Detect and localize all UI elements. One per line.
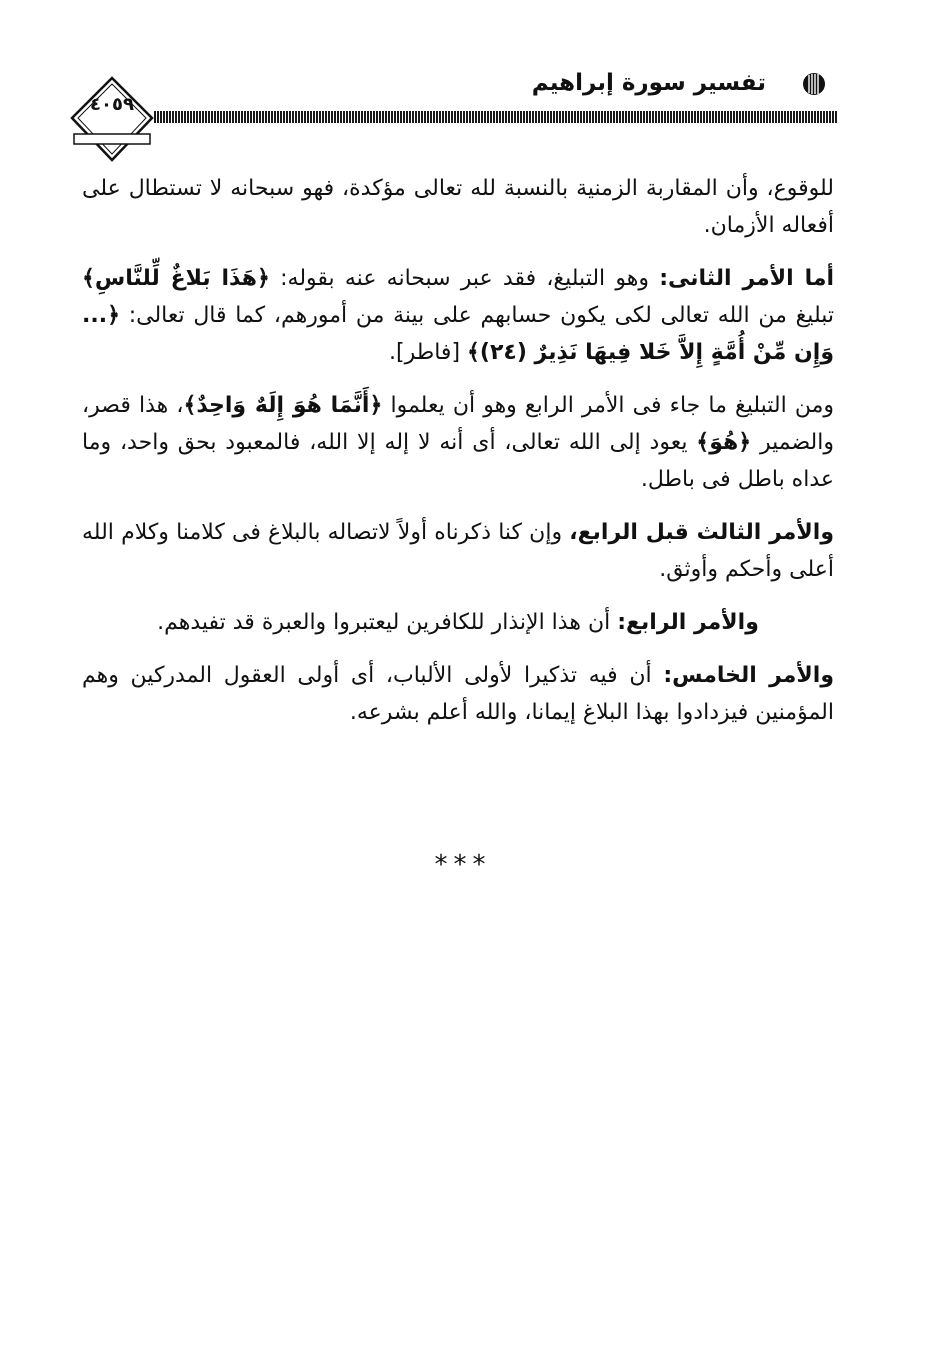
paragraph-6 xyxy=(82,657,834,731)
paragraph-heading: والأمر الثالث قبل الرابع، xyxy=(569,520,835,545)
page-number-badge xyxy=(70,76,154,164)
paragraph-4 xyxy=(82,514,834,588)
paragraph-2 xyxy=(82,260,834,371)
paragraph-1 xyxy=(82,170,834,244)
paragraph-text: وهو التبليغ، فقد عبر سبحانه عنه بقوله: xyxy=(269,266,660,291)
page-header xyxy=(70,60,838,160)
paragraph-text: أن هذا الإنذار للكافرين ليعتبروا والعبرة قد تفيدهم. xyxy=(157,610,618,635)
paragraph-text: ، هذا قصر، والضمير xyxy=(82,393,834,455)
page-number: ٤٠٥٩ xyxy=(90,94,134,115)
paragraph-text: أن فيه تذكيرا لأولى الألباب، أى أولى العقول المدركين وهم المؤمنين فيزدادوا بهذا البلاغ إيمانا، والله أعلم بشرعه. xyxy=(82,663,834,725)
paragraph-text: وإن كنا ذكرناه أولاً لاتصاله بالبلاغ فى كلامنا وكلام الله أعلى وأحكم وأوثق. xyxy=(82,520,834,582)
quran-quote: ﴿أَنَّمَا هُوَ إِلَهٌ وَاحِدٌ﴾ xyxy=(183,393,383,418)
paragraph-text: ومن التبليغ ما جاء فى الأمر الرابع وهو أن يعلموا xyxy=(382,393,834,418)
paragraph-heading: والأمر الرابع: xyxy=(617,610,759,635)
page-body xyxy=(82,170,834,747)
quran-quote: ﴿هُوَ﴾ xyxy=(696,430,752,455)
chapter-mark-icon xyxy=(800,70,828,98)
paragraph-5 xyxy=(82,604,834,641)
paragraph-text: للوقوع، وأن المقاربة الزمنية بالنسبة لله تعالى مؤكدة، فهو سبحانه لا تستطال على أفعاله الأزمان. xyxy=(82,176,834,238)
quran-quote: ﴿هَذَا بَلاغٌ لِّلنَّاسِ﴾ xyxy=(82,266,270,291)
section-separator: *** xyxy=(434,850,492,880)
paragraph-heading: أما الأمر الثانى: xyxy=(659,266,834,291)
paragraph-text: تبليغ من الله تعالى لكى يكون حسابهم على بينة من أمورهم، كما قال تعالى: xyxy=(119,303,834,328)
paragraph-heading: والأمر الخامس: xyxy=(663,663,835,688)
quran-quote: ﴿... وَإِن مِّنْ أُمَّةٍ إِلاَّ خَلا فِيهَا نَذِيرٌ (٢٤)﴾ xyxy=(82,303,834,365)
paragraph-text: [فاطر]. xyxy=(389,340,468,365)
paragraph-text: يعود إلى الله تعالى، أى أنه لا إله إلا الله، فالمعبود بحق واحد، وما عداه باطل فى باطل. xyxy=(82,430,834,492)
running-title: تفسير سورة إبراهيم xyxy=(531,70,766,96)
paragraph-3 xyxy=(82,387,834,498)
header-rule xyxy=(154,111,838,123)
